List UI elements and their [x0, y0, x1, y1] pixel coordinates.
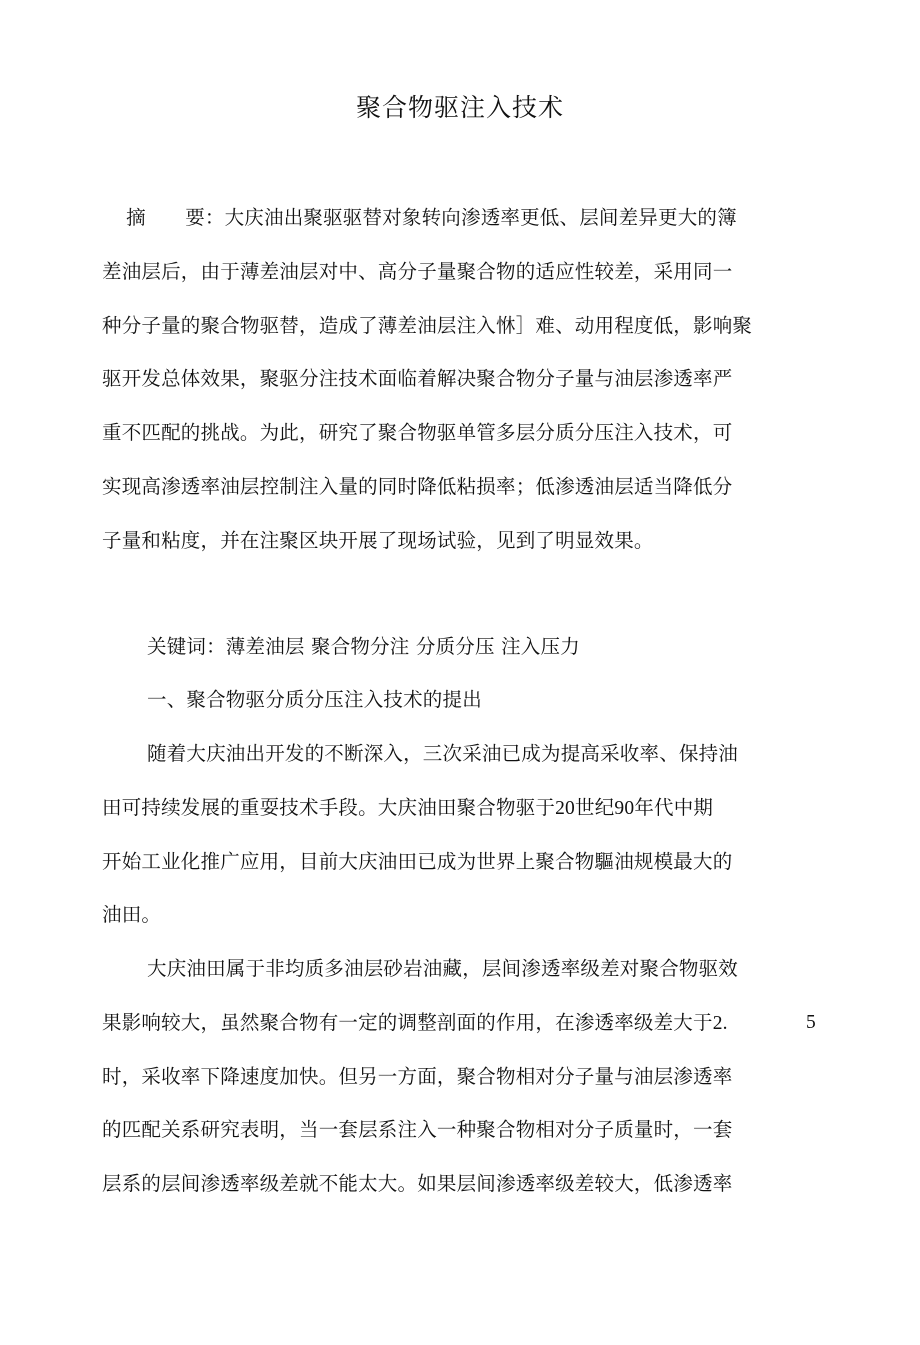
- paragraph-line: 的匹配关系研究表明，当一套层系注入一种聚合物相对分子质量时，一套: [102, 1118, 733, 1141]
- abstract-line: 驱开发总体效果，聚驱分注技术面临着解决聚合物分子量与油层渗透率严: [102, 367, 733, 390]
- number-text: 90: [614, 798, 635, 819]
- paragraph-text: 年代中期: [634, 796, 714, 819]
- paragraph-line: 开始工业化推广应用，目前大庆油田已成为世界上聚合物驅油规模最大的: [102, 850, 733, 873]
- abstract-line: 种分子量的聚合物驱替，造成了薄差油层注入恘］难、动用程度低，影响聚: [102, 314, 753, 337]
- paragraph-line: 时，采收率下降速度加快。但另一方面，聚合物相对分子量与油层渗透率: [102, 1065, 733, 1088]
- paragraph-text: 世纪: [575, 796, 615, 819]
- abstract-line: 子量和粘度，并在注聚区块开展了现场试验，见到了明显效果。: [102, 529, 654, 552]
- paragraph-line: 随着大庆油出开发的不断深入，三次采油已成为提高采收率、保持油: [147, 742, 739, 765]
- section-heading: 一、聚合物驱分质分压注入技术的提出: [147, 688, 482, 711]
- abstract-line: 摘 要：大庆油出聚驱驱替对象转向渗透率更低、层间差异更大的簿: [100, 206, 737, 229]
- number-text: 20: [555, 798, 576, 819]
- number-text: 2.: [712, 1013, 728, 1034]
- number-text: 5: [806, 1012, 816, 1033]
- paragraph-text: 果影响较大，虽然聚合物有一定的调整剖面的作用，在渗透率级差大于: [102, 1011, 713, 1034]
- keywords-line: 关键词：薄差油层 聚合物分注 分质分压 注入压力: [147, 635, 580, 658]
- paragraph-line: 油田。: [102, 903, 162, 926]
- paragraph-text: 田可持续发展的重耍技术手段。大庆油田聚合物驱于: [102, 796, 556, 819]
- document-title: 聚合物驱注入技术: [355, 93, 564, 122]
- abstract-line: 实现高渗透率油层控制注入量的同时降低粘损率；低渗透油层适当降低分: [102, 475, 733, 498]
- abstract-line: 重不匹配的挑战。为此，研究了聚合物驱单管多层分质分压注入技术，可: [102, 421, 733, 444]
- paragraph-line: 大庆油田属于非均质多油层砂岩油藏，层间渗透率级差对聚合物驱效: [147, 957, 739, 980]
- paragraph-line: 层系的层间渗透率级差就不能太大。如果层间渗透率级差较大，低渗透率: [102, 1172, 733, 1195]
- paragraph-line: [102, 1011, 728, 1036]
- abstract-line: 差油层后，由于薄差油层对中、高分子量聚合物的适应性较差，采用同一: [102, 260, 733, 283]
- paragraph-line: [102, 796, 713, 821]
